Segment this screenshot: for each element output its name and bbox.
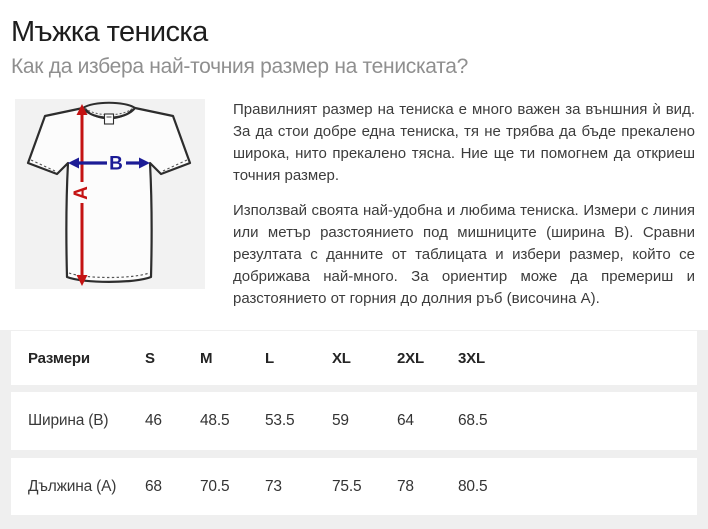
table-cell: 80.5	[458, 477, 488, 495]
column-header-m: M	[200, 349, 213, 367]
column-header-xl: XL	[332, 349, 351, 367]
collar-back-line	[83, 103, 135, 108]
table-row-width	[11, 392, 697, 450]
column-header-s: S	[145, 349, 155, 367]
page-title: Мъжка тениска	[11, 16, 208, 48]
height-label: A	[71, 186, 92, 200]
table-cell: 75.5	[332, 477, 362, 495]
table-row-length	[11, 458, 697, 515]
column-header-3xl: 3XL	[458, 349, 485, 367]
column-header-2xl: 2XL	[397, 349, 424, 367]
tshirt-icon	[15, 99, 205, 289]
page-subtitle: Как да избера най-точния размер на тениската?	[11, 55, 469, 78]
table-cell: 68.5	[458, 412, 488, 429]
size-table	[0, 330, 708, 529]
table-cell: 46	[145, 412, 162, 429]
tshirt-measurement-diagram	[15, 99, 205, 289]
column-header-l: L	[265, 349, 274, 367]
column-header-sizes: Размери	[28, 349, 90, 367]
intro-text	[233, 99, 695, 323]
row-label-length: Дължина (A)	[28, 477, 117, 495]
collar-tag	[105, 114, 114, 124]
intro-paragraph-1: Правилният размер на тениска е много важен за външния ѝ вид. За да стои добре една тениска, тя не трябва да бъде прекалено широка, нито прекалено тясна. Ние ще ти помогнем да откриеш точния размер.	[233, 101, 695, 184]
table-cell: 73	[265, 477, 282, 495]
intro-paragraph-2: Използвай своята най-удобна и любима тениска. Измери с линия или метър разстоянието под мишниците (ширина B). Сравни резултата с данните от таблицата и избери размер, който се добрижава най-много. За ориентир може да премериш и разстоянието от горния до долния ръб (височина A).	[233, 202, 695, 307]
table-cell: 64	[397, 412, 414, 429]
table-cell: 48.5	[200, 412, 230, 429]
width-label: B	[109, 153, 123, 175]
table-header-row	[11, 331, 697, 385]
table-cell: 59	[332, 412, 349, 429]
table-cell: 78	[397, 477, 414, 495]
tshirt-outline	[28, 108, 190, 282]
row-label-width: Ширина (B)	[28, 412, 109, 429]
table-cell: 70.5	[200, 477, 230, 495]
table-cell: 53.5	[265, 412, 295, 429]
table-cell: 68	[145, 477, 162, 495]
